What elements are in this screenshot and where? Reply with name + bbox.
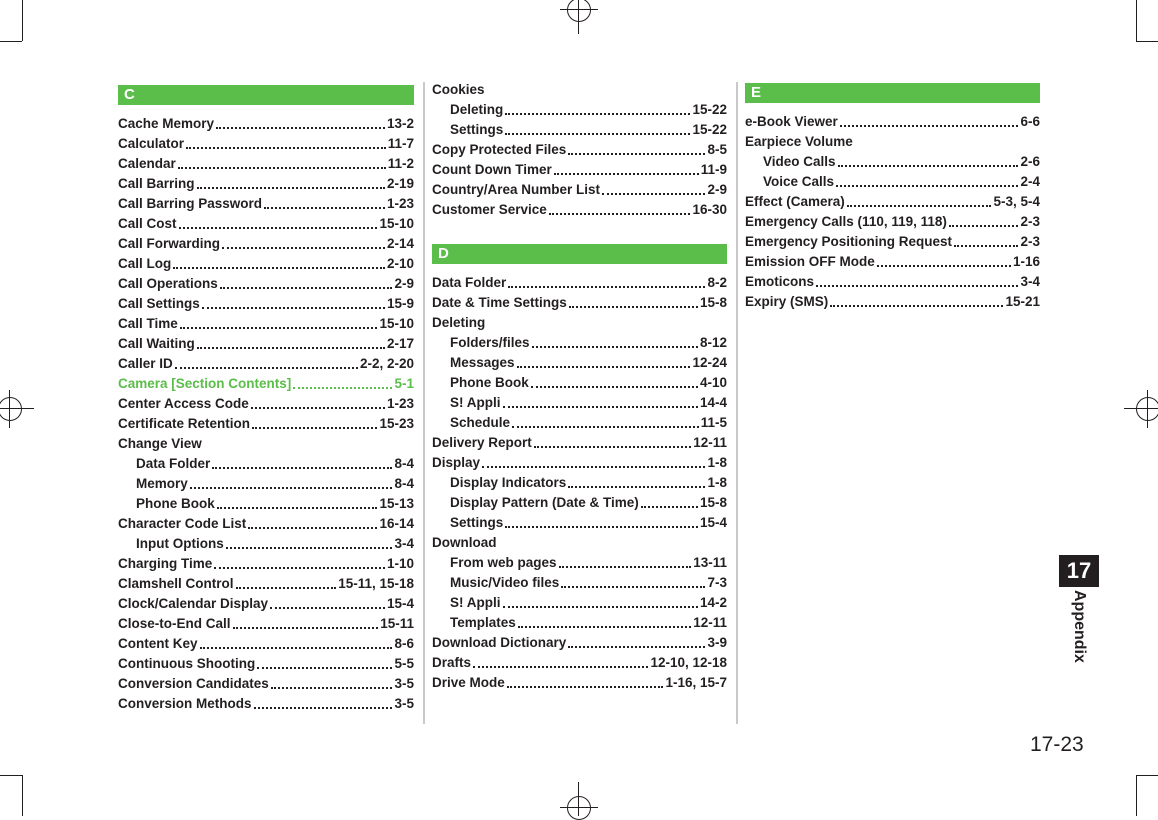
dot-leader [222,247,385,249]
dot-leader [186,147,386,149]
crop-mark [1136,775,1137,816]
index-entry [118,534,414,554]
index-entry [432,433,727,453]
entry-label: e-Book Viewer [745,114,838,129]
index-entry [118,574,414,594]
entry-page-ref: 3-4 [1020,274,1040,289]
index-entry [118,294,414,314]
entry-page-ref: 11-2 [387,156,414,171]
index-entry [118,474,414,494]
dot-leader [505,133,690,135]
index-heading: Earpiece Volume [745,134,853,149]
crop-mark [1136,0,1137,41]
column-divider [423,82,425,724]
index-heading: Change View [118,436,202,451]
dot-leader [197,187,385,189]
crop-mark [9,390,10,428]
dot-leader [602,193,705,195]
entry-label: Country/Area Number List [432,182,601,197]
entry-label: Date & Time Settings [432,295,567,310]
entry-page-ref: 1-16 [1012,254,1040,269]
index-entry [118,274,414,294]
index-entry [745,152,1040,172]
dot-leader [173,267,385,269]
entry-page-ref: 2-14 [386,236,414,251]
entry-page-ref: 2-17 [386,336,414,351]
entry-page-ref: 15-11, 15-18 [338,576,414,591]
entry-label: Conversion Candidates [118,676,269,691]
entry-page-ref: 2-3 [1020,234,1040,249]
dot-leader [559,566,692,568]
entry-page-ref: 16-30 [692,202,727,217]
entry-label: Phone Book [136,496,215,511]
entry-label: Delivery Report [432,435,532,450]
entry-label: Continuous Shooting [118,656,256,671]
entry-label: Video Calls [763,154,836,169]
dot-leader [531,386,698,388]
entry-label: Call Barring [118,176,195,191]
entry-page-ref: 16-14 [379,516,414,531]
index-entry [432,473,727,493]
entry-page-ref: 15-4 [699,515,727,530]
index-entry [118,114,414,134]
entry-page-ref: 2-9 [707,182,727,197]
entry-page-ref: 5-5 [394,656,414,671]
entry-page-ref: 7-3 [707,575,727,590]
entry-label: Messages [450,355,515,370]
section-header-d: D [432,244,727,264]
index-entry [118,154,414,174]
entry-label: Templates [450,615,516,630]
dot-leader [233,627,379,629]
dot-leader [482,466,705,468]
entry-label: Deleting [450,102,504,117]
entry-label: Drive Mode [432,675,505,690]
index-entry [118,594,414,614]
entry-label: Call Operations [118,276,218,291]
entry-page-ref: 2-4 [1020,174,1040,189]
dot-leader [179,227,378,229]
entry-page-ref: 11-7 [387,136,414,151]
index-entry [118,414,414,434]
entry-label: Count Down Timer [432,162,552,177]
dot-leader [251,407,385,409]
entry-page-ref: 3-5 [394,676,414,691]
entry-label: Call Barring Password [118,196,263,211]
dot-leader [271,687,393,689]
index-entry [745,252,1040,272]
entry-label: Call Time [118,316,178,331]
entry-page-ref: 14-4 [699,395,727,410]
dot-leader [248,527,377,529]
entry-label: Schedule [450,415,511,430]
index-entry [432,553,727,573]
entry-label: S! Appli [450,595,501,610]
dot-leader [178,167,386,169]
dot-leader [569,306,698,308]
dot-leader [949,225,1019,227]
index-entry [432,633,727,653]
dot-leader [512,426,699,428]
entry-label: Data Folder [136,456,211,471]
index-entry [432,160,727,180]
entry-label: Memory [136,476,188,491]
index-entry [118,134,414,154]
dot-leader [217,507,378,509]
chapter-label: Appendix [1071,590,1088,663]
entry-label: Certificate Retention [118,416,251,431]
entry-page-ref: 2-19 [386,176,414,191]
index-column-1 [118,85,414,714]
dot-leader [175,367,358,369]
index-entry [118,554,414,574]
crop-mark [1136,775,1158,776]
dot-leader [561,586,705,588]
entry-label: Emission OFF Mode [745,254,875,269]
entry-label: Folders/files [450,335,530,350]
dot-leader [836,185,1018,187]
entry-label: Center Access Code [118,396,249,411]
index-entry [432,613,727,633]
index-link-entry[interactable] [118,374,414,394]
entry-page-ref: 5-1 [394,376,414,391]
dot-leader [270,607,385,609]
registration-mark-bottom [567,796,591,820]
index-entry [432,653,727,673]
index-entry [432,353,727,373]
index-entry [118,514,414,534]
dot-leader [568,153,705,155]
entry-label: Phone Book [450,375,529,390]
entry-label: Voice Calls [763,174,835,189]
entry-page-ref: 11-5 [700,415,727,430]
entry-label: Emoticons [745,274,815,289]
dot-leader [180,327,378,329]
entry-page-ref: 15-11 [380,616,414,631]
dot-leader [508,286,705,288]
entry-label: Calculator [118,136,185,151]
entry-page-ref: 1-10 [386,556,414,571]
index-entry [432,453,727,473]
entry-label: Caller ID [118,356,173,371]
entry-page-ref: 12-11 [693,435,727,450]
entry-page-ref: 6-6 [1020,114,1040,129]
entry-page-ref: 3-4 [394,536,414,551]
index-entry [118,174,414,194]
dot-leader [236,587,337,589]
crop-mark [578,0,579,34]
entry-label: Display Pattern (Date & Time) [450,495,639,510]
index-entry [118,494,414,514]
column-divider [736,82,738,724]
crop-mark [0,408,34,409]
crop-mark [560,807,598,808]
dot-leader [264,207,385,209]
entry-page-ref: 1-8 [707,455,727,470]
dot-leader [197,347,385,349]
dot-leader [838,165,1019,167]
dot-leader [517,366,691,368]
entry-label: Call Settings [118,296,200,311]
dot-leader [473,666,648,668]
entry-page-ref: 15-4 [386,596,414,611]
entry-label: Copy Protected Files [432,142,567,157]
entry-page-ref: 1-16, 15-7 [665,675,727,690]
index-entry [432,100,727,120]
index-entry [432,120,727,140]
entry-label: Call Log [118,256,172,271]
entry-page-ref: 3-9 [707,635,727,650]
dot-leader [220,287,393,289]
entry-page-ref: 4-10 [699,375,727,390]
dot-leader [840,125,1019,127]
entry-label: Content Key [118,636,198,651]
entry-page-ref: 12-11 [693,615,727,630]
dot-leader [505,113,690,115]
section-header-c: C [118,85,414,105]
crop-mark [22,775,23,816]
dot-leader [847,205,992,207]
index-entry [432,393,727,413]
entry-label: Download Dictionary [432,635,567,650]
index-entry [118,454,414,474]
entry-label: S! Appli [450,395,501,410]
index-entry [118,354,414,374]
dot-leader [505,526,698,528]
index-entry [432,200,727,220]
entry-label: Display [432,455,481,470]
entry-page-ref: 13-2 [386,116,414,131]
entry-page-ref: 15-8 [699,495,727,510]
entry-label: Settings [450,122,504,137]
index-entry [432,273,727,293]
index-entry [118,234,414,254]
dot-leader [254,707,393,709]
index-entry [432,413,727,433]
entry-label: Display Indicators [450,475,567,490]
entry-page-ref: 2-6 [1020,154,1040,169]
entry-page-ref: 15-8 [699,295,727,310]
dot-leader [202,307,385,309]
dot-leader [518,626,691,628]
entry-page-ref: 13-11 [693,555,727,570]
index-heading: Cookies [432,82,485,97]
entry-page-ref: 15-13 [379,496,414,511]
entry-page-ref: 14-2 [699,595,727,610]
index-entry [118,634,414,654]
dot-leader [532,346,698,348]
crop-mark [22,0,23,41]
dot-leader [503,406,698,408]
index-entry [432,573,727,593]
index-entry [745,212,1040,232]
dot-leader [252,427,377,429]
index-entry [432,293,727,313]
dot-leader [549,213,691,215]
entry-label: From web pages [450,555,557,570]
entry-label: Customer Service [432,202,547,217]
entry-page-ref: 15-9 [386,296,414,311]
entry-page-ref: 15-21 [1005,294,1040,309]
entry-label: Call Forwarding [118,236,221,251]
index-entry [432,513,727,533]
dot-leader [641,506,698,508]
entry-page-ref: 12-10, 12-18 [650,655,727,670]
index-column-3 [745,83,1040,312]
dot-leader [568,486,705,488]
entry-page-ref: 2-2, 2-20 [359,356,414,371]
index-entry [118,694,414,714]
entry-label: Call Cost [118,216,177,231]
index-column-2 [432,80,727,693]
entry-page-ref: 15-22 [692,102,727,117]
index-entry [432,593,727,613]
index-entry [118,214,414,234]
index-entry [118,394,414,414]
dot-leader [214,567,385,569]
dot-leader [507,686,664,688]
entry-label: Emergency Calls (110, 119, 118) [745,214,947,229]
index-entry [432,373,727,393]
entry-page-ref: 2-3 [1020,214,1040,229]
crop-mark [1147,390,1148,428]
index-entry [118,314,414,334]
dot-leader [200,647,393,649]
entry-page-ref: 8-2 [707,275,727,290]
index-entry [432,140,727,160]
crop-mark [0,775,22,776]
entry-label: Settings [450,515,504,530]
dot-leader [212,467,392,469]
entry-page-ref: 8-4 [394,456,414,471]
index-entry [745,112,1040,132]
index-entry [745,232,1040,252]
entry-label: Effect (Camera) [745,194,845,209]
entry-label: Clock/Calendar Display [118,596,269,611]
index-entry [432,333,727,353]
entry-page-ref: 15-10 [379,216,414,231]
entry-page-ref: 8-4 [394,476,414,491]
entry-page-ref: 8-5 [707,142,727,157]
entry-page-ref: 1-23 [386,396,414,411]
registration-mark-top [567,0,591,22]
entry-page-ref: 12-24 [692,355,727,370]
dot-leader [226,547,393,549]
section-header-e: E [745,83,1040,103]
dot-leader [568,646,705,648]
dot-leader [293,387,392,389]
entry-label: Character Code List [118,516,247,531]
entry-label: Charging Time [118,556,213,571]
dot-leader [877,265,1011,267]
index-entry [118,614,414,634]
dot-leader [257,667,392,669]
index-entry [745,272,1040,292]
dot-leader [503,606,698,608]
entry-label: Input Options [136,536,224,551]
index-entry [118,334,414,354]
crop-mark [1136,41,1158,42]
entry-page-ref: 15-10 [379,316,414,331]
index-entry [432,180,727,200]
entry-page-ref: 2-9 [394,276,414,291]
crop-mark [560,9,598,10]
crop-mark [578,782,579,816]
index-entry [118,254,414,274]
entry-page-ref: 11-9 [700,162,727,177]
entry-page-ref: 8-12 [699,335,727,350]
entry-label: Cache Memory [118,116,215,131]
entry-label: Expiry (SMS) [745,294,829,309]
index-entry [432,493,727,513]
entry-label: Camera [Section Contents] [118,376,292,391]
index-heading: Download [432,535,497,550]
dot-leader [534,446,691,448]
index-entry [118,674,414,694]
registration-mark-left [0,397,22,421]
entry-page-ref: 5-3, 5-4 [993,194,1040,209]
entry-page-ref: 3-5 [394,696,414,711]
crop-mark [1124,408,1158,409]
index-heading: Deleting [432,315,486,330]
entry-label: Close-to-End Call [118,616,231,631]
index-entry [745,192,1040,212]
dot-leader [816,285,1018,287]
index-entry [745,292,1040,312]
index-entry [745,172,1040,192]
index-entry [432,673,727,693]
entry-label: Drafts [432,655,472,670]
index-entry [118,654,414,674]
entry-page-ref: 15-22 [692,122,727,137]
dot-leader [554,173,699,175]
entry-page-ref: 1-8 [707,475,727,490]
index-entry [118,194,414,214]
dot-leader [954,245,1018,247]
page-number: 17-23 [1030,733,1084,756]
crop-mark [0,41,22,42]
entry-label: Clamshell Control [118,576,234,591]
chapter-tab[interactable]: 17 [1059,555,1099,587]
entry-label: Data Folder [432,275,507,290]
dot-leader [830,305,1003,307]
dot-leader [216,127,385,129]
entry-page-ref: 1-23 [386,196,414,211]
entry-page-ref: 2-10 [386,256,414,271]
entry-label: Music/Video files [450,575,560,590]
entry-label: Conversion Methods [118,696,252,711]
dot-leader [190,487,393,489]
entry-label: Call Waiting [118,336,195,351]
entry-page-ref: 8-6 [394,636,414,651]
entry-label: Calendar [118,156,176,171]
entry-page-ref: 15-23 [379,416,414,431]
entry-label: Emergency Positioning Request [745,234,953,249]
